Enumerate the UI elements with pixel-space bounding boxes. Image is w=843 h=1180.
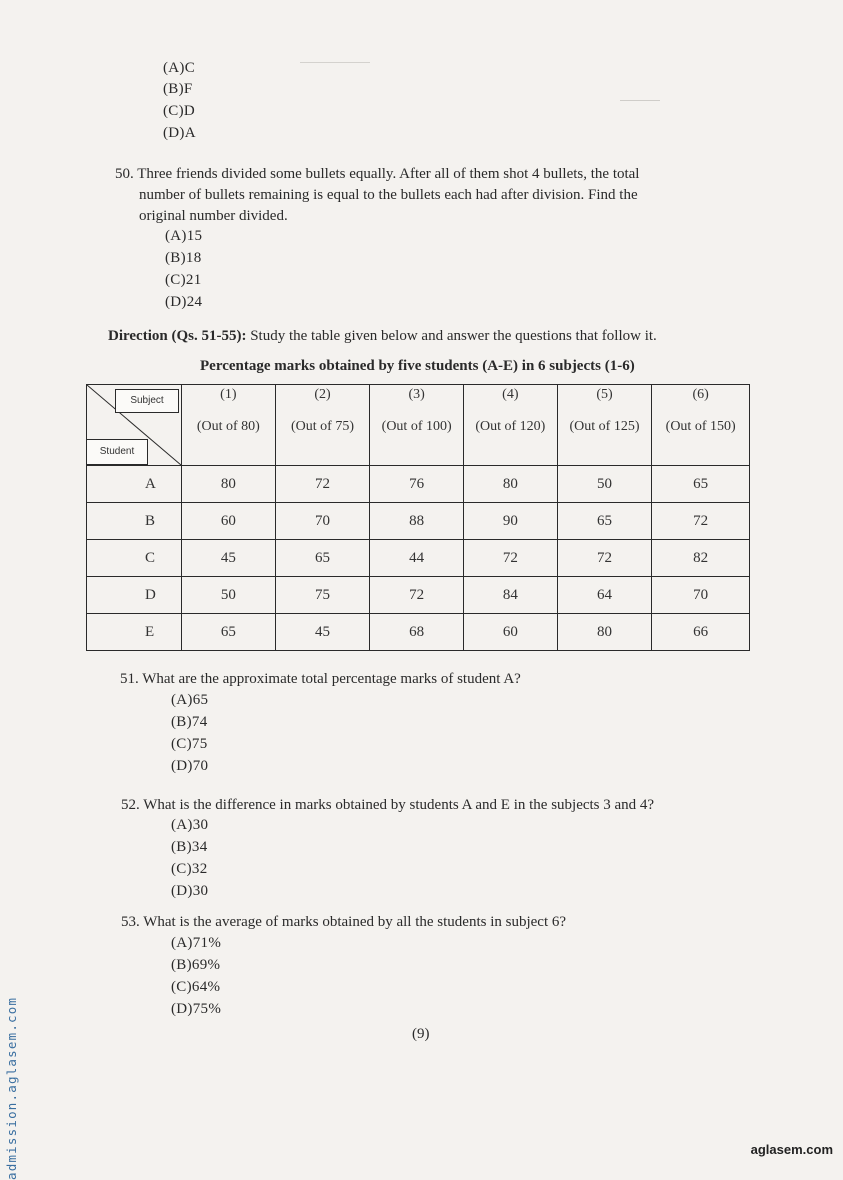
mark-cell: 72 bbox=[557, 540, 652, 577]
mark-cell: 90 bbox=[464, 503, 558, 540]
q49-option-c: (C)D bbox=[163, 103, 196, 119]
student-cell: B bbox=[87, 503, 182, 540]
q51-option-d: (D)70 bbox=[171, 758, 209, 774]
mark-cell: 65 bbox=[275, 540, 370, 577]
marks-table bbox=[86, 384, 750, 651]
q49-option-b: (B)F bbox=[163, 81, 193, 97]
q51-option-a: (A)65 bbox=[171, 692, 209, 708]
q49-option-d: (D)A bbox=[163, 125, 196, 141]
q50-line-3: original number divided. bbox=[139, 208, 288, 224]
table-row bbox=[87, 540, 750, 577]
table-row bbox=[87, 466, 750, 503]
q53-option-b: (B)69% bbox=[171, 957, 221, 973]
mark-cell: 60 bbox=[182, 503, 276, 540]
q50-line-1 bbox=[115, 164, 639, 185]
q52-text: 52. What is the difference in marks obtained by students A and E in the subjects 3 and 4? bbox=[121, 797, 655, 813]
q51-option-c: (C)75 bbox=[171, 736, 208, 752]
column-max: (Out of 120) bbox=[475, 419, 546, 434]
column-header-6 bbox=[652, 385, 750, 466]
student-cell: C bbox=[87, 540, 182, 577]
q50-option-b: (B)18 bbox=[165, 250, 202, 266]
bleed-through-mark bbox=[300, 62, 370, 63]
mark-cell: 64 bbox=[557, 577, 652, 614]
mark-cell: 72 bbox=[275, 466, 370, 503]
column-header-5 bbox=[557, 385, 652, 466]
mark-cell: 68 bbox=[370, 614, 464, 651]
mark-cell: 80 bbox=[182, 466, 276, 503]
column-max: (Out of 75) bbox=[291, 419, 354, 434]
direction-body: Study the table given below and answer the questions that follow it. bbox=[246, 328, 657, 344]
table-row bbox=[87, 614, 750, 651]
direction-label: Direction (Qs. 51-55): bbox=[108, 328, 247, 344]
column-number: (3) bbox=[408, 387, 425, 402]
column-max: (Out of 80) bbox=[196, 419, 260, 434]
mark-cell: 84 bbox=[464, 577, 558, 614]
mark-cell: 44 bbox=[370, 540, 464, 577]
mark-cell: 65 bbox=[182, 614, 276, 651]
q52-option-d: (D)30 bbox=[171, 883, 209, 899]
table-title: Percentage marks obtained by five students (A-E) in 6 subjects (1-6) bbox=[200, 358, 635, 374]
table-header-row bbox=[87, 385, 750, 466]
column-number: (1) bbox=[220, 387, 237, 402]
student-cell: A bbox=[87, 466, 182, 503]
mark-cell: 65 bbox=[652, 466, 750, 503]
q50-option-a: (A)15 bbox=[165, 228, 203, 244]
q50-option-c: (C)21 bbox=[165, 272, 202, 288]
brand-label: aglasem.com bbox=[750, 1142, 833, 1157]
mark-cell: 72 bbox=[464, 540, 558, 577]
mark-cell: 70 bbox=[652, 577, 750, 614]
mark-cell: 80 bbox=[464, 466, 558, 503]
mark-cell: 72 bbox=[652, 503, 750, 540]
mark-cell: 80 bbox=[557, 614, 652, 651]
student-label: Student bbox=[87, 439, 148, 465]
column-header-4 bbox=[464, 385, 558, 466]
q53-text: 53. What is the average of marks obtained by all the students in subject 6? bbox=[121, 914, 567, 930]
mark-cell: 50 bbox=[182, 577, 276, 614]
column-header-2 bbox=[275, 385, 370, 466]
page-number: (9) bbox=[412, 1026, 430, 1042]
watermark-text: admission.aglasem.com bbox=[4, 996, 19, 1180]
mark-cell: 45 bbox=[182, 540, 276, 577]
q51-text: 51. What are the approximate total percentage marks of student A? bbox=[120, 671, 521, 687]
column-max: (Out of 125) bbox=[569, 419, 640, 434]
column-number: (4) bbox=[502, 387, 519, 402]
column-number: (2) bbox=[314, 387, 331, 402]
column-number: (5) bbox=[596, 387, 613, 402]
mark-cell: 45 bbox=[275, 614, 370, 651]
mark-cell: 50 bbox=[557, 466, 652, 503]
column-max: (Out of 100) bbox=[381, 419, 452, 434]
table-row bbox=[87, 577, 750, 614]
q50-line-1-text: Three friends divided some bullets equally. After all of them shot 4 bullets, the total bbox=[137, 166, 640, 182]
column-header-3 bbox=[370, 385, 464, 466]
mark-cell: 76 bbox=[370, 466, 464, 503]
mark-cell: 60 bbox=[464, 614, 558, 651]
q53-option-d: (D)75% bbox=[171, 1001, 222, 1017]
q50-line-2: number of bullets remaining is equal to the bullets each had after division. Find the bbox=[139, 187, 638, 203]
student-cell: E bbox=[87, 614, 182, 651]
mark-cell: 66 bbox=[652, 614, 750, 651]
subject-label: Subject bbox=[115, 389, 179, 413]
q52-option-c: (C)32 bbox=[171, 861, 208, 877]
direction-text bbox=[108, 328, 657, 345]
q50-option-d: (D)24 bbox=[165, 294, 203, 310]
column-number: (6) bbox=[692, 387, 709, 402]
q53-option-c: (C)64% bbox=[171, 979, 221, 995]
q53-option-a: (A)71% bbox=[171, 935, 222, 951]
q52-option-a: (A)30 bbox=[171, 817, 209, 833]
mark-cell: 65 bbox=[557, 503, 652, 540]
bleed-through-mark bbox=[620, 100, 660, 101]
q50-number: 50. bbox=[115, 166, 134, 182]
mark-cell: 75 bbox=[275, 577, 370, 614]
mark-cell: 82 bbox=[652, 540, 750, 577]
mark-cell: 70 bbox=[275, 503, 370, 540]
q51-option-b: (B)74 bbox=[171, 714, 208, 730]
table-row bbox=[87, 503, 750, 540]
mark-cell: 72 bbox=[370, 577, 464, 614]
q52-option-b: (B)34 bbox=[171, 839, 208, 855]
student-cell: D bbox=[87, 577, 182, 614]
mark-cell: 88 bbox=[370, 503, 464, 540]
q49-option-a: (A)C bbox=[163, 60, 196, 76]
table-corner-cell bbox=[87, 385, 182, 466]
column-header-1 bbox=[182, 385, 276, 466]
corner-diagonal bbox=[87, 385, 181, 465]
column-max: (Out of 150) bbox=[665, 419, 736, 434]
